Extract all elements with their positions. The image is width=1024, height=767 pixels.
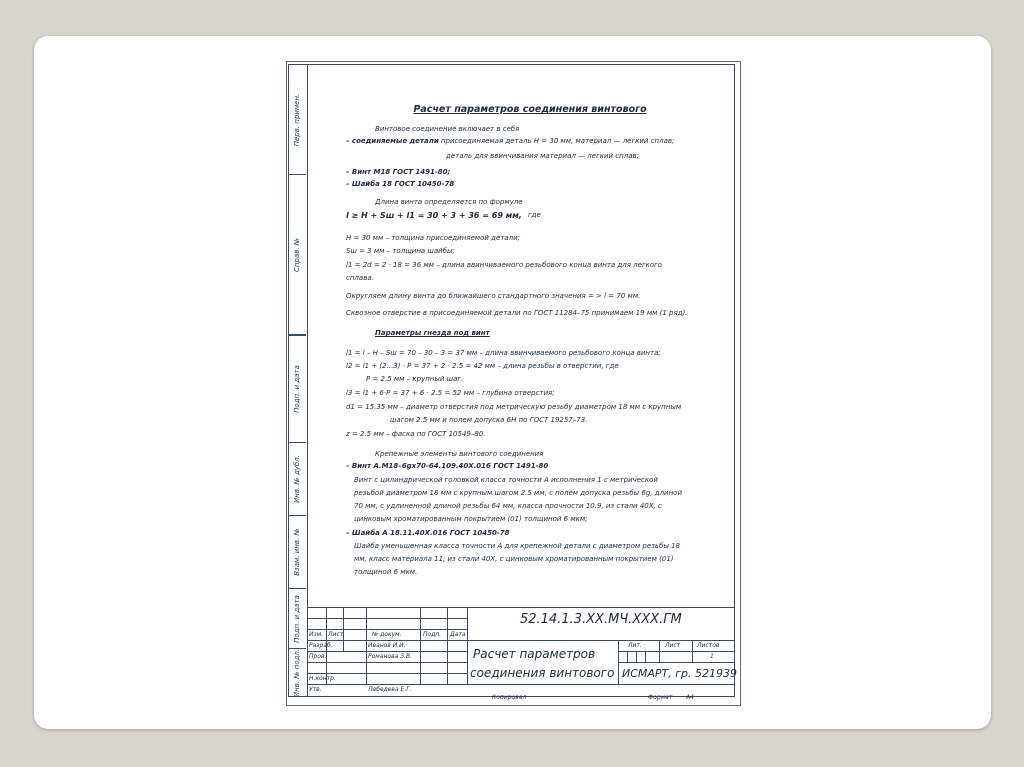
format-label: Формат [648,694,673,701]
socket-heading: Параметры гнезда под винт [375,329,490,337]
stamp-line [659,640,660,662]
formula-where: где [528,211,541,219]
socket-line: d1 = 15.35 мм – диаметр отверстия под метрическую резьбу диаметром 18 мм с крупным [346,403,682,411]
organization: ИСМАРТ, гр. 521939 [622,667,738,680]
socket-line: шагом 2.5 мм и полем допуска 6H по ГОСТ 19257–73. [390,416,588,424]
doc-title-line: соединения винтового [470,666,615,680]
stamp-line [618,662,735,663]
col-podp: Подп. [423,631,442,638]
def-line: H = 30 мм – толщина присоединяемой детали; [346,234,521,242]
fasteners-heading: Крепежные элементы винтового соединения [375,450,544,458]
def-line: l1 = 2d = 2 · 18 = 36 мм – длина ввинчиваемого резьбового конца винта для легкого [346,261,663,269]
stamp-line [447,607,448,684]
side-cell [289,65,306,175]
screw-desc-line: Винт с цилиндрической головкой класса точности А исполнения 1 с метрической [354,476,658,484]
col-date: Дата [450,631,466,638]
stamp-line [420,607,421,684]
side-label: Взам. инв. № [293,528,301,576]
item-line: деталь для ввинчивания материал — легкий сплав; [446,152,639,160]
side-label: Инв. № дубл. [293,455,301,503]
length-intro: Длина винта определяется по формуле [375,198,523,206]
intro-text: Винтовое соединение включает в себя [375,125,520,133]
sheets-value: 1 [710,653,714,660]
utv-name: Лебедева Е.Г. [368,686,412,693]
format-value: А4 [686,694,694,701]
stamp-line [307,629,467,630]
item-bold: – соединяемые детали [346,137,439,145]
utv-label: Утв. [309,686,322,693]
washer-desc-line: мм, класс материала 11, из стали 40Х, с цинковым хроматированным покрытием (01) [354,555,674,563]
item-line: – Винт М18 ГОСТ 1491-80; [346,168,451,176]
socket-line: l3 = l1 + 6·P = 37 + 6 · 2.5 = 52 мм – глубина отверстия; [346,389,555,397]
doc-title-line: Расчет параметров [473,647,596,661]
side-cell [289,175,306,335]
screw-title: – Винт А.М18–6gх70-64.109.40Х.016 ГОСТ 1491-80 [346,462,549,470]
razrab-name: Иванов И.И. [368,642,406,649]
side-label: Подп. и дата [293,365,301,413]
def-line: сплава. [346,274,374,282]
stamp-line [692,640,693,662]
stamp-line [307,651,467,652]
stamp-line [307,673,467,674]
stamp-line [307,662,467,663]
sheets-label: Листов [697,642,720,649]
stamp-line [307,607,735,608]
through-hole-text: Сквозное отверстие в присоединяемой детали по ГОСТ 11284–75 принимаем 19 мм (1 ряд). [346,309,688,317]
side-cell [289,649,306,697]
stamp-line [366,607,367,684]
washer-desc-line: Шайба уменьшенная класса точности А для крепежной детали с диаметром резьбы 18 [354,542,680,550]
side-label: Перв. примен. [293,93,301,146]
item-text: присоединяемая деталь H = 30 мм, материал — легкий сплав; [440,137,675,145]
screw-desc-line: цинковым хроматированным покрытием (01) толщиной 6 мкм; [354,515,588,523]
screw-desc-line: резьбой диаметром 18 мм с крупным шагом 2.5 мм, с полем допуска резьбы 6g, длиной [354,489,683,497]
side-stamp [288,64,307,697]
washer-title: – Шайба А 18.11.40Х.016 ГОСТ 10450-78 [346,529,510,537]
side-label: Подп. и дата [293,594,301,643]
washer-desc-line: толщиной 6 мкм. [354,568,418,576]
stamp-line [636,651,637,662]
def-line: Sш = 3 мм – толщина шайбы; [346,247,455,255]
stamp-line [467,607,468,684]
item-line: – Шайба 18 ГОСТ 10450-78 [346,180,455,188]
lit-label: Лит. [628,642,642,649]
sheet-label: Лист [665,642,681,649]
rounding-text: Округляем длину винта до ближайшего стандартного значения = > l = 70 мм. [346,292,641,300]
nkontr-label: Н.контр. [309,675,336,682]
socket-line: l1 = l – H – Sш = 70 – 30 – 3 = 37 мм – длина ввинчиваемого резьбового конца винта; [346,349,661,357]
stamp-line [307,618,467,619]
prov-label: Пров. [309,653,327,660]
razrab-label: Разраб. [309,642,333,649]
side-label: Инв. № подл. [293,648,301,698]
prov-name: Романова З.В. [368,653,412,660]
stamp-line [307,684,735,685]
socket-line: z = 2.5 мм – фаска по ГОСТ 10549–80. [346,430,486,438]
side-cell [289,335,306,443]
stamp-line [627,651,628,662]
socket-line: P = 2.5 мм – крупный шаг. [366,375,464,383]
stamp-line [343,607,344,651]
socket-line: l2 = l1 + (2...3) · P = 37 + 2 · 2.5 = 42 мм – длина резьбы в отверстии, где [346,362,619,370]
side-label: Справ. № [293,237,301,272]
copied-label: Копировал [492,694,527,701]
stamp-line [645,651,646,662]
col-izm: Изм. [309,631,324,638]
stamp-line [618,640,619,684]
designation: 52.14.1.3.XX.MЧ.XXX.ГМ [520,612,682,627]
col-list: Лист [328,631,344,638]
item-line [346,137,674,145]
col-doc: № докум. [372,631,402,638]
stamp-line [307,640,735,641]
screw-desc-line: 70 мм, с удлиненной длиной резьбы 64 мм, класса прочности 10.9, из стали 40Х, с [354,502,662,510]
formula: l ≥ H + Sш + l1 = 30 + 3 + 36 = 69 мм, [346,211,522,220]
document-title: Расчет параметров соединения винтового [413,104,647,115]
